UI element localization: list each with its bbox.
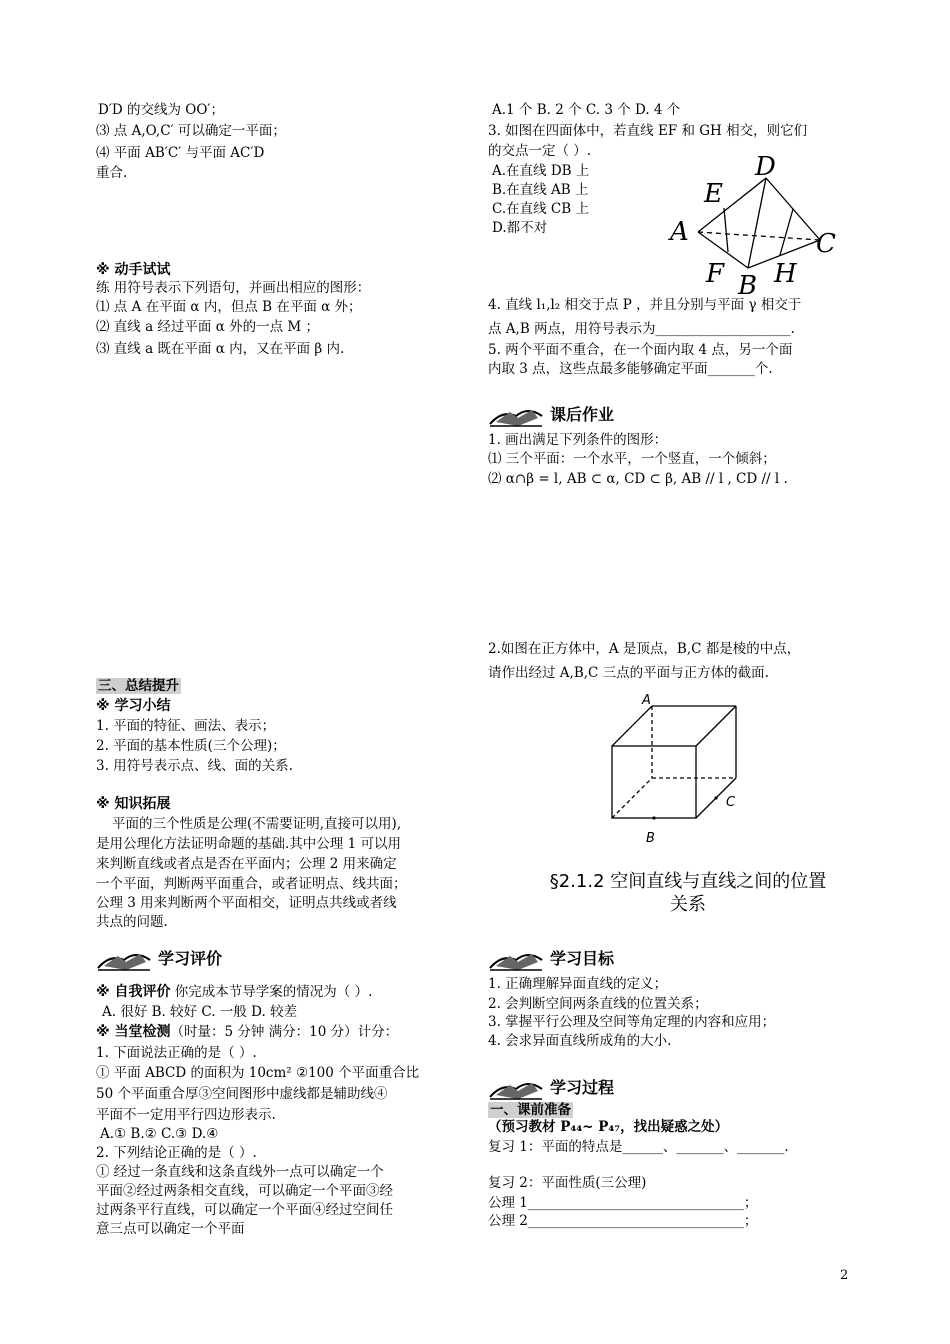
- homework-header: [488, 402, 614, 428]
- goals-header: [488, 946, 614, 972]
- continuation-line: ⑶ 点 A,O,C′ 可以确定一平面；: [96, 123, 286, 139]
- try-intro: 练 用符号表示下列语句，并画出相应的图形：: [96, 280, 371, 296]
- try-item: ⑶ 直线 a 既在平面 α 内，又在平面 β 内.: [96, 341, 345, 357]
- label-C: C: [726, 795, 736, 810]
- try-item: ⑵ 直线 a 经过平面 α 外的一点 M ；: [96, 319, 320, 335]
- option: B.在直线 AB 上: [492, 182, 589, 198]
- question-1: 1. 下面说法正确的是（ ）.: [96, 1045, 257, 1061]
- question-5: 内取 3 点，这些点最多能够确定平面_______个.: [488, 361, 773, 377]
- question-4: 点 A,B 两点，用符号表示为____________________.: [488, 321, 795, 337]
- extension-line: 共点的问题.: [96, 914, 168, 930]
- option: C.在直线 CB 上: [492, 201, 589, 217]
- axiom-1: 公理 1________________________________；: [488, 1195, 758, 1211]
- homework-item: 1. 画出满足下列条件的图形：: [488, 432, 668, 448]
- book-icon: [488, 402, 544, 428]
- evaluation-title: 学习评价: [158, 949, 223, 968]
- label-F: F: [706, 259, 725, 289]
- question-2: 2. 下列结论正确的是（ ）.: [96, 1145, 257, 1161]
- page-number: 2: [840, 1268, 849, 1283]
- goal-item: 4. 会求异面直线所成角的大小.: [488, 1033, 672, 1049]
- continuation-line: ⑷ 平面 AB′C′ 与平面 AC′D: [96, 145, 265, 161]
- label-E: E: [704, 179, 723, 209]
- goal-item: 3. 掌握平行公理及空间等角定理的内容和应用；: [488, 1014, 776, 1030]
- summary-title: ※ 学习小结: [96, 698, 171, 714]
- question-2-text: 平面②经过两条相交直线，可以确定一个平面③经: [96, 1183, 393, 1199]
- try-title: ※ 动手试试: [96, 262, 171, 278]
- label-B: B: [646, 831, 655, 846]
- extension-line: 公理 3 用来判断两个平面相交，证明点共线或者线: [96, 895, 397, 911]
- question-1-text: 平面不一定用平行四边形表示.: [96, 1107, 276, 1123]
- continuation-line: 重合.: [96, 165, 128, 181]
- homework-item: ⑴ 三个平面：一个水平，一个竖直，一个倾斜；: [488, 451, 776, 467]
- tetrahedron-figure: [660, 148, 850, 296]
- homework-title: 课后作业: [550, 405, 615, 424]
- cube-figure: [600, 690, 760, 850]
- book-icon: [96, 946, 152, 972]
- goals-title: 学习目标: [550, 949, 615, 968]
- question-1-text: ① 平面 ABCD 的面积为 10cm² ②100 个平面重合比: [96, 1065, 420, 1081]
- question-2-options: A.1 个 B. 2 个 C. 3 个 D. 4 个: [492, 102, 681, 118]
- extension-line: 一个平面，判断两平面重合，或者证明点、线共面；: [96, 876, 407, 892]
- label-A: A: [642, 693, 651, 708]
- book-icon: [488, 1075, 544, 1101]
- extension-line: 是用公理化方法证明命题的基础.其中公理 1 可以用: [96, 836, 401, 852]
- axiom-2: 公理 2________________________________；: [488, 1213, 758, 1229]
- section-heading: 三、总结提升: [98, 678, 179, 694]
- goal-item: 1. 正确理解异面直线的定义；: [488, 976, 668, 992]
- question-2-text: 意三点可以确定一个平面: [96, 1221, 245, 1237]
- book-icon: [488, 946, 544, 972]
- question-3: 3. 如图在四面体中，若直线 EF 和 GH 相交，则它们: [488, 123, 808, 139]
- summary-item: 1. 平面的特征、画法、表示；: [96, 718, 276, 734]
- test-title-line: ※ 当堂检测（时量：5 分钟 满分：10 分）计分：: [96, 1024, 399, 1040]
- option: D.都不对: [492, 220, 548, 236]
- review-1: 复习 1：平面的特点是______、_______、_______.: [488, 1139, 789, 1155]
- goal-item: 2. 会判断空间两条直线的位置关系；: [488, 996, 708, 1012]
- extension-line: 来判断直线或者点是否在平面内；公理 2 用来确定: [96, 856, 397, 872]
- homework-item: ⑵ α∩β = l, AB ⊂ α, CD ⊂ β, AB // l , CD // l .: [488, 471, 788, 487]
- extension-line: 平面的三个性质是公理(不需要证明,直接可以用),: [112, 816, 402, 832]
- question-4: 4. 直线 l₁,l₂ 相交于点 P ，并且分别与平面 γ 相交于: [488, 297, 802, 313]
- process-title: 学习过程: [550, 1078, 615, 1097]
- question-1-text: 50 个平面重合厚③空间图形中虚线都是辅助线④: [96, 1086, 388, 1102]
- extension-title: ※ 知识拓展: [96, 796, 171, 812]
- preview-note: （预习教材 P₄₄~ P₄₇，找出疑惑之处）: [488, 1119, 729, 1135]
- label-B: B: [738, 271, 758, 296]
- summary-item: 2. 平面的基本性质(三个公理)；: [96, 738, 286, 754]
- question-2-text: ① 经过一条直线和这条直线外一点可以确定一个: [96, 1164, 384, 1180]
- continuation-line: D′D 的交线为 OO′；: [98, 102, 224, 118]
- summary-item: 3. 用符号表示点、线、面的关系.: [96, 758, 293, 774]
- section-heading: 一、课前准备: [490, 1102, 571, 1118]
- question-1-options: A.① B.② C.③ D.④: [100, 1126, 219, 1142]
- label-H: H: [774, 259, 797, 289]
- self-eval-line: ※ 自我评价 你完成本节导学案的情况为（ ）.: [96, 984, 373, 1000]
- homework-2: 请作出经过 A,B,C 三点的平面与正方体的截面.: [488, 665, 769, 681]
- process-header: [488, 1075, 614, 1101]
- homework-2: 2.如图在正方体中，A 是顶点，B,C 都是棱的中点，: [488, 641, 801, 657]
- question-3: 的交点一定（ ）.: [488, 143, 592, 159]
- label-A: A: [670, 217, 689, 247]
- question-5: 5. 两个平面不重合，在一个面内取 4 点，另一个面: [488, 342, 793, 358]
- label-D: D: [755, 152, 776, 182]
- try-item: ⑴ 点 A 在平面 α 内，但点 B 在平面 α 外；: [96, 299, 362, 315]
- review-2: 复习 2：平面性质(三公理): [488, 1175, 647, 1191]
- evaluation-header: [96, 946, 222, 972]
- section-title: §2.1.2 空间直线与直线之间的位置 关系: [549, 871, 827, 915]
- question-2-text: 过两条平行直线，可以确定一个平面④经过空间任: [96, 1202, 393, 1218]
- self-eval-options: A. 很好 B. 较好 C. 一般 D. 较差: [102, 1004, 298, 1020]
- label-C: C: [816, 229, 836, 259]
- option: A.在直线 DB 上: [492, 163, 590, 179]
